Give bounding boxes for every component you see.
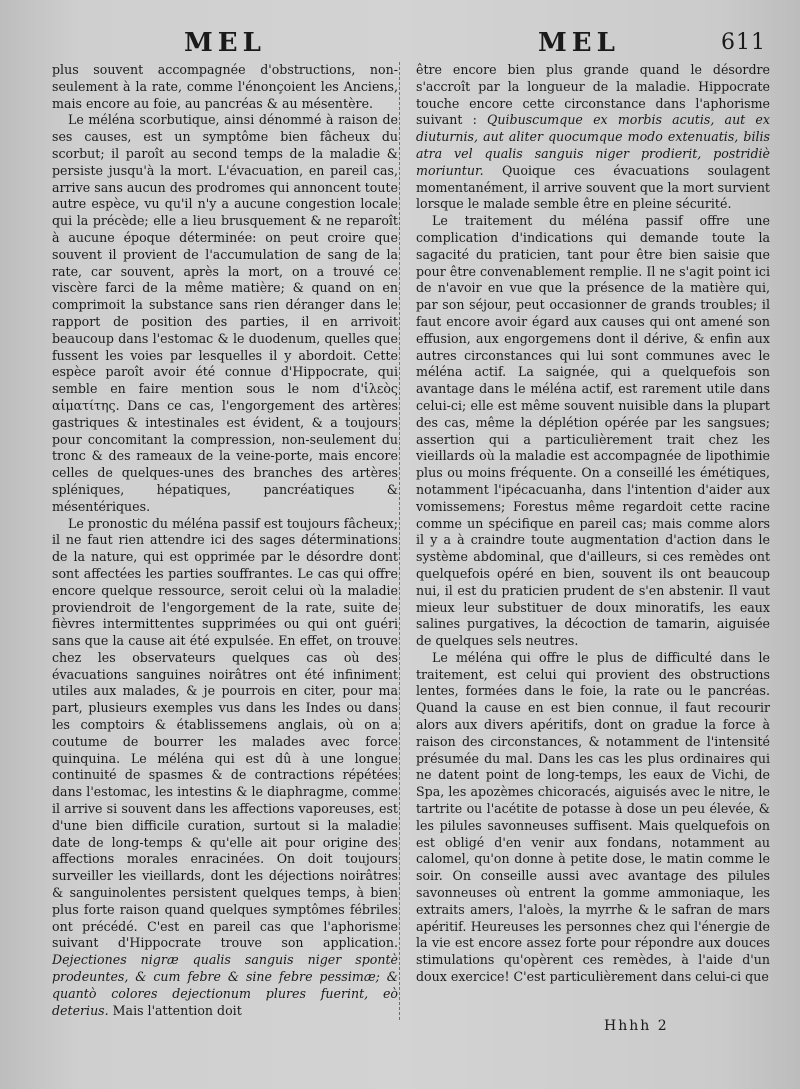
column-divider (399, 62, 400, 1020)
left-paragraph-3-text-a: Le pronostic du méléna passif est toujours fâcheux; il ne faut rien attendre ici des sages déterminations de la nature, qui est opprimée par le désordre dont sont affectées les parties souffrantes. Le cas qui offre encore quelque ressource, seroit celui où la maladie proviendroit de l'engorgement de la rate, suite de fièvres intermittentes supprimées ou qui ont guéri sans que la cause ait été expulsée. En effet, on trouve chez les observateurs quelques cas où des évacuations sanguines noirâtres ont été infiniment utiles aux malades, & je pourrois en citer, pour ma part, plusieurs exemples vus dans les Indes ou dans les comptoirs & établissemens anglais, où on a coutume de bourrer les malades avec force quinquina. Le méléna qui est dû à une longue continuité de spasmes & de contractions répétées dans l'estomac, les intestins & le diaphragme, comme il arrive si souvent dans les affections vaporeuses, est d'une bien difficile curation, surtout si la maladie date de long-temps & qu'elle ait pour origine des affections morales enracinées. On doit toujours surveiller les vieillards, dont les déjections noirâtres & sanguinolentes persistent quelques temps, à bien plus forte raison quand quelques symptômes fébriles ont précédé. C'est en pareil cas que l'aphorisme suivant d'Hippocrate trouve son application. (52, 515, 398, 951)
left-paragraph-3-text-b: Mais l'attention doit (108, 1002, 242, 1018)
right-paragraph-1-text-a: être encore bien plus grande quand le désordre s'accroît par la longueur de la maladie. Hippocrate touche encore cette circonstance dans l'aphorisme suivant : (416, 62, 770, 128)
hippocrates-aphorism-2-latin: Quibuscumque ex morbis acutis, aut ex diuturnis, aut aliter quocumque modo extenuatis, bilis atra vel qualis sanguis niger prodierit, postridiè moriuntur. (416, 112, 770, 178)
right-paragraph-3: Le méléna qui offre le plus de difficulté dans le traitement, est celui qui provient des obstructions lentes, formées dans le foie, la rate ou le pancréas. Quand la cause en est bien connue, il faut recourir alors aux divers apéritifs, dont on gradue la force à raison des circonstances, & notamment de l'intensité présumée du mal. Dans les cas les plus ordinaires qui ne datent point de long-temps, les eaux de Vichi, de Spa, les apozèmes chicoracés, aiguisés avec le nitre, le tartrite ou l'acétite de potasse à dose un peu élevée, & les pilules savonneuses suffisent. Mais quelquefois on est obligé d'en venir aux fondans, notamment au calomel, qu'on donne à petite dose, le matin comme le soir. On conseille aussi avec avantage des pilules savonneuses où entrent la gomme ammoniaque, les extraits amers, l'aloès, la myrrhe & le safran de mars apéritif. Heureuses les personnes chez qui l'énergie de la vie est encore assez forte pour répondre aux douces stimulations qu'opèrent ces remèdes, à l'aide d'un doux exercice! C'est particulièrement dans celui-ci que (416, 649, 770, 985)
right-paragraph-2: Le traitement du méléna passif offre une complication d'indications qui demande toute la sagacité du praticien, tant pour être bien saisie que pour être convenablement remplie. Il ne s'agit point ici de n'avoir en vue que la présence de la matière qui, par son séjour, peut occasionner de grands troubles; il faut encore avoir égard aux causes qui ont amené son effusion, aux engorgemens dont il dérive, & enfin aux autres circonstances qui lui sont communes avec le méléna actif. La saignée, qui a quelquefois son avantage dans le méléna actif, est rarement utile dans celui-ci; elle est même souvent nuisible dans la plupart des cas, même la déplétion opérée par les sangsues; assertion qui a particulièrement trait chez les vieillards où la maladie est accompagnée de lipothimie plus ou moins fréquente. On a conseillé les émétiques, notamment l'ipécacuanha, dans l'intention d'aider aux vomissemens; Forestus même regardoit cette racine comme un spécifique en pareil cas; mais comme alors il y a à craindre toute augmentation d'action dans le système abdominal, que d'ailleurs, si ces remèdes ont quelquefois opéré en bien, souvent ils ont beaucoup nui, il est du praticien prudent de s'en abstenir. Il vaut mieux leur substituer de doux minoratifs, les eaux salines purgatives, la décoction de tamarin, aiguisée de quelques sels neutres. (416, 213, 770, 649)
header-left-word: MEL (184, 28, 266, 58)
running-header (0, 28, 800, 58)
page-number: 611 (721, 30, 766, 55)
left-paragraph-2: Le méléna scorbutique, ainsi dénommé à raison de ses causes, est un symptôme bien fâcheux du scorbut; il paroît au second temps de la maladie & persiste jusqu'à la mort. L'évacuation, en pareil cas, arrive sans aucun des prodromes qui annoncent toute autre espèce, vu qu'il n'y a aucune congestion locale qui la précède; elle a lieu brusquement & ne reparoît à aucune époque déterminée: on peut croire que souvent il provient de l'accumulation de sang de la rate, car souvent, après la mort, on a trouvé ce viscère farci de la même matière; & quand on en comprimoit la substance sans rien déranger dans le rapport de position des parties, il en arrivoit beaucoup dans l'estomac & le duodenum, quelles que fussent les voies par lesquelles il y abordoit. Cette espèce paroît avoir été connue d'Hippocrate, qui semble en faire mention sous le nom d'ἰλεὸς αἱματίτης. Dans ce cas, l'engorgement des artères gastriques & intestinales est évident, & a toujours pour concomitant la compression, non-seulement du tronc & des rameaux de la veine-porte, mais encore celles de quelques-unes des branches des artères spléniques, hépatiques, pancréatiques & mésentériques. (52, 112, 398, 514)
left-paragraph-3 (52, 516, 398, 1020)
header-right-word: MEL (538, 28, 620, 58)
left-paragraph-1: plus souvent accompagnée d'obstructions, non-seulement à la rate, comme l'énonçoient les Anciens, mais encore au foie, au pancréas & au mésentère. (52, 62, 398, 111)
right-paragraph-1 (416, 62, 770, 213)
right-paragraph-1-text-b: Quoique ces évacuations soulagent momentanément, il arrive souvent que la mort survient lorsque le malade semble être en pleine sécurité. (416, 162, 770, 212)
signature-mark: Hhhh 2 (604, 1018, 669, 1034)
left-column (52, 62, 398, 1019)
hippocrates-aphorism-latin: Dejectiones nigræ qualis sanguis niger spontè prodeuntes, & cum febre & sine febre pessimæ; & quantò colores dejectionum plures fuerint, eò deterius. (52, 952, 398, 1018)
right-column (416, 62, 770, 986)
